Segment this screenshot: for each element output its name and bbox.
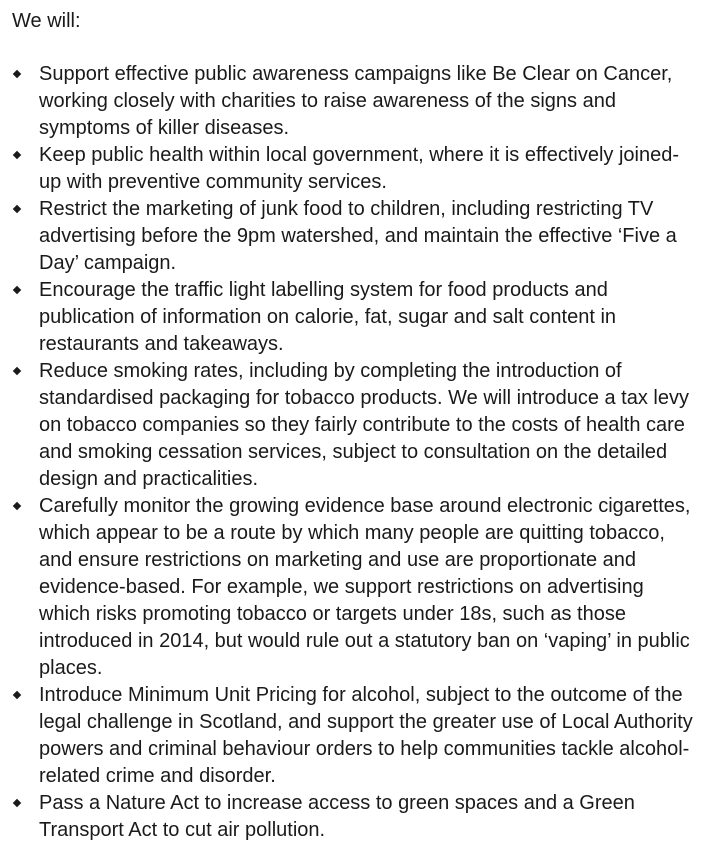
diamond-bullet-icon: [13, 502, 21, 510]
list-item: [0, 61, 720, 142]
list-item-text: Introduce Minimum Unit Pricing for alcohol, subject to the outcome of the legal challenge in Scotland, and support the greater use of Local Authority powers and criminal behaviour orders to help communities tackle alcohol-related crime and disorder.: [39, 684, 693, 787]
list-item-text: Carefully monitor the growing evidence base around electronic cigarettes, which appear to be a route by which many people are quitting tobacco, and ensure restrictions on marketing and use are proportionate and evidence-based. For example, we support restrictions on advertising which risks promoting tobacco or targets under 18s, such as those introduced in 2014, but would rule out a statutory ban on ‘vaping’ in public places.: [39, 495, 691, 679]
list-item-text: Pass a Nature Act to increase access to green spaces and a Green Transport Act to cut air pollution.: [39, 792, 635, 841]
list-item: [0, 358, 720, 493]
list-item-text: Encourage the traffic light labelling system for food products and publication of information on calorie, fat, sugar and salt content in restaurants and takeaways.: [39, 279, 617, 355]
diamond-bullet-icon: [13, 691, 21, 699]
list-item: [0, 277, 720, 358]
list-item-text: Restrict the marketing of junk food to children, including restricting TV advertising before the 9pm watershed, and maintain the effective ‘Five a Day’ campaign.: [39, 198, 677, 274]
list-item: [0, 142, 720, 196]
list-item-text: Reduce smoking rates, including by completing the introduction of standardised packaging for tobacco products. We will introduce a tax levy on tobacco companies so they fairly contribute to the costs of health care and smoking cessation services, subject to consultation on the detailed design and practicalities.: [39, 360, 689, 490]
diamond-bullet-icon: [13, 70, 21, 78]
diamond-bullet-icon: [13, 367, 21, 375]
list-item: [0, 682, 720, 790]
diamond-bullet-icon: [13, 151, 21, 159]
diamond-bullet-icon: [13, 286, 21, 294]
diamond-bullet-icon: [13, 799, 21, 807]
list-item-text: Support effective public awareness campaigns like Be Clear on Cancer, working closely with charities to raise awareness of the signs and symptoms of killer diseases.: [39, 63, 673, 139]
list-item: [0, 196, 720, 277]
list-item: [0, 790, 720, 844]
list-item: [0, 493, 720, 682]
list-item-text: Keep public health within local government, where it is effectively joined-up with preventive community services.: [39, 144, 679, 193]
intro-text: We will:: [12, 10, 81, 32]
pledge-list: [0, 61, 720, 844]
diamond-bullet-icon: [13, 205, 21, 213]
